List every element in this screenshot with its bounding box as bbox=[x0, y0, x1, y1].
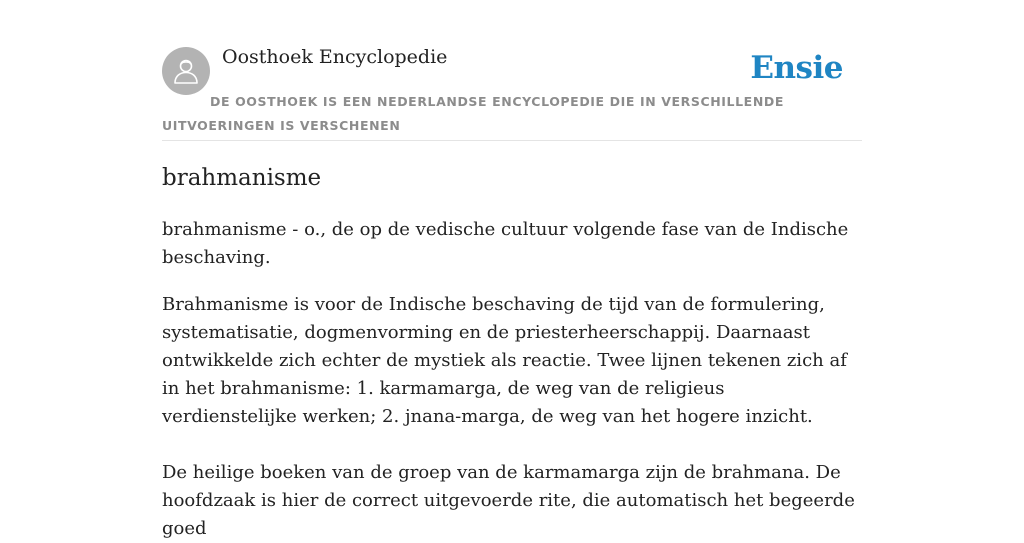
site-tagline: DE OOSTHOEK IS EEN NEDERLANDSE ENCYCLOPEDIE DIE IN VERSCHILLENDE UITVOERINGEN IS VERSCHENEN bbox=[162, 94, 784, 133]
site-title[interactable]: Oosthoek Encyclopedie bbox=[222, 46, 448, 68]
article-paragraph-definition: brahmanisme - o., de op de vedische cultuur volgende fase van de Indische beschaving. bbox=[162, 219, 849, 268]
article-title: brahmanisme bbox=[162, 165, 322, 191]
article-paragraph: Brahmanisme is voor de Indische beschaving de tijd van de formulering, systematisatie, dogmenvorming en de priesterheerschappij. Daarnaast ontwikkelde zich echter de mystiek als reactie. Twee lijnen tekenen zich af in het brahmanisme: 1. karmamarga, de weg van de religieus verdienstelijke werken; 2. jnana-marga, de weg van het hogere inzicht. bbox=[162, 294, 847, 427]
article bbox=[162, 160, 862, 543]
user-icon bbox=[171, 56, 201, 86]
brand-logo[interactable]: Ensie bbox=[750, 50, 843, 86]
avatar[interactable] bbox=[162, 47, 210, 95]
article-paragraph: De heilige boeken van de groep van de karmamarga zijn de brahmana. De hoofdzaak is hier de correct uitgevoerde rite, die automatisch het begeerde goed bbox=[162, 462, 855, 539]
site-header bbox=[162, 44, 862, 141]
